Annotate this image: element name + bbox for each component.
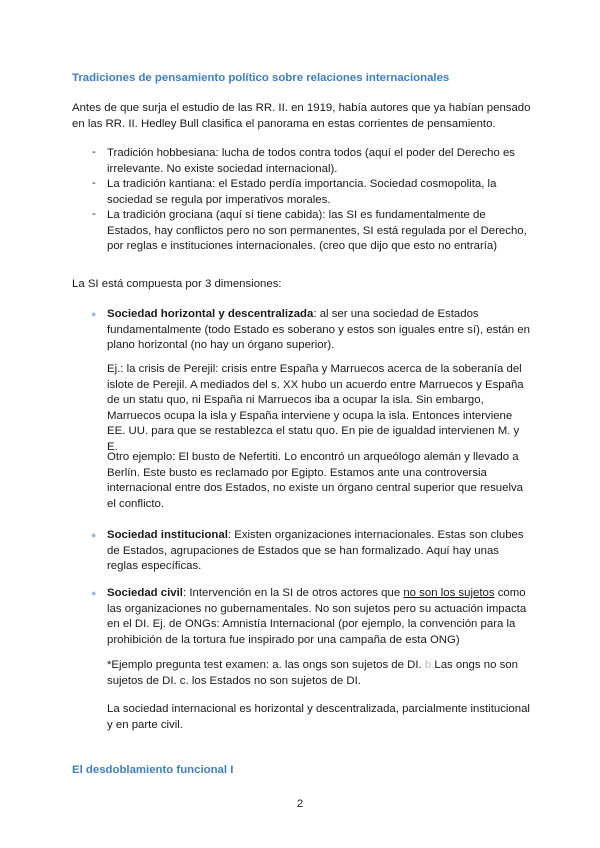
underlined-phrase: no son los sujetos	[403, 587, 495, 599]
conclusion-paragraph: La sociedad internacional es horizontal y descentralizada, parcialmente institucional y en parte civil.	[107, 703, 530, 731]
list-item-kantian: La tradición kantiana: el Estado perdía importancia. Sociedad cosmopolita, la sociedad se regula por imperativos morales.	[107, 178, 497, 206]
dimension-text: : Existen organizaciones internacionales. Estas son clubes de Estados, agrupaciones de Estados que se han formalizado. Aquí hay unas reglas específicas.	[107, 529, 524, 573]
dimension-institutional	[107, 528, 532, 575]
list-item-hobbesian: Tradición hobbesiana: lucha de todos contra todos (aquí el poder del Derecho es irrelevante. No existe sociedad internacional).	[107, 147, 516, 175]
example-nefertiti: Otro ejemplo: El busto de Nefertiti. Lo encontró un arqueólogo alemán y llevado a Berlín. Este busto es reclamado por Egipto. Estamos ante una controversia internacional entre dos Estados, no existe un órgano central superior que resuelva el conflicto.	[107, 451, 524, 510]
exam-option-b-marker: b.	[424, 659, 435, 671]
dimension-civil	[107, 586, 532, 648]
bullet-icon: ●	[91, 309, 97, 319]
exam-option-a: *Ejemplo pregunta test examen: a. las ongs son sujetos de DI.	[107, 659, 425, 671]
dimension-text-continued: como las organizaciones no gubernamentales. No son sujetos pero su actuación impacta en el DI. Ej. de ONGs: Amnistía Internacional (por ejemplo, la convención para la prohibición de la tortura fue inspirado por una campaña de esta ONG)	[107, 587, 527, 646]
example-perejil: Ej.: la crisis de Perejil: crisis entre España y Marruecos acerca de la soberanía del islote de Perejil. A mediados del s. XX hubo un acuerdo entre Marruecos y España de un statu quo, ni España ni Marruecos iba a ocupar la isla. Sin embargo, Marruecos ocupa la isla y España interviene y ocupa la isla. Entonces interviene EE. UU. para que se restablezca el statu quo. En pie de igualdad intervienen M. y E.	[107, 363, 524, 453]
dimension-text: : al ser una sociedad de Estados fundamentalmente (todo Estado es soberano y estos son iguales entre sí), están en plano horizontal (no hay un órgano superior).	[107, 308, 530, 352]
page-number: 2	[296, 798, 304, 810]
list-dash: -	[92, 146, 96, 158]
intro-paragraph: Antes de que surja el estudio de las RR. II. en 1919, había autores que ya habían pensado en las RR. II. Hedley Bull clasifica el panorama en estas corrientes de pensamiento.	[72, 102, 531, 130]
dimension-title: Sociedad institucional	[107, 529, 228, 541]
list-dash: -	[92, 208, 96, 220]
list-dash: -	[92, 177, 96, 189]
dimensions-intro: La SI está compuesta por 3 dimensiones:	[72, 278, 282, 290]
dimension-text: : Intervención en la SI de otros actores que	[182, 587, 404, 599]
exam-option-b: Las ongs no son sujetos de DI. c. los Estados no son sujetos de DI.	[107, 659, 518, 687]
list-item-grotian: La tradición grociana (aquí sí tiene cabida): las SI es fundamentalmente de Estados, hay conflictos pero no son permanentes, SI está regulada por el Derecho, por reglas e instituciones internacionales. (creo que dijo que esto no entraría)	[107, 209, 527, 253]
exam-question	[107, 658, 532, 689]
bullet-icon: ●	[91, 588, 97, 598]
section-heading: Tradiciones de pensamiento político sobre relaciones internacionales	[72, 72, 450, 84]
bullet-icon: ●	[91, 530, 97, 540]
section-heading: El desdoblamiento funcional I	[72, 764, 234, 776]
dimension-title: Sociedad horizontal y descentralizada	[107, 308, 314, 320]
dimension-horizontal	[107, 307, 532, 354]
dimension-title: Sociedad civil	[107, 587, 183, 599]
